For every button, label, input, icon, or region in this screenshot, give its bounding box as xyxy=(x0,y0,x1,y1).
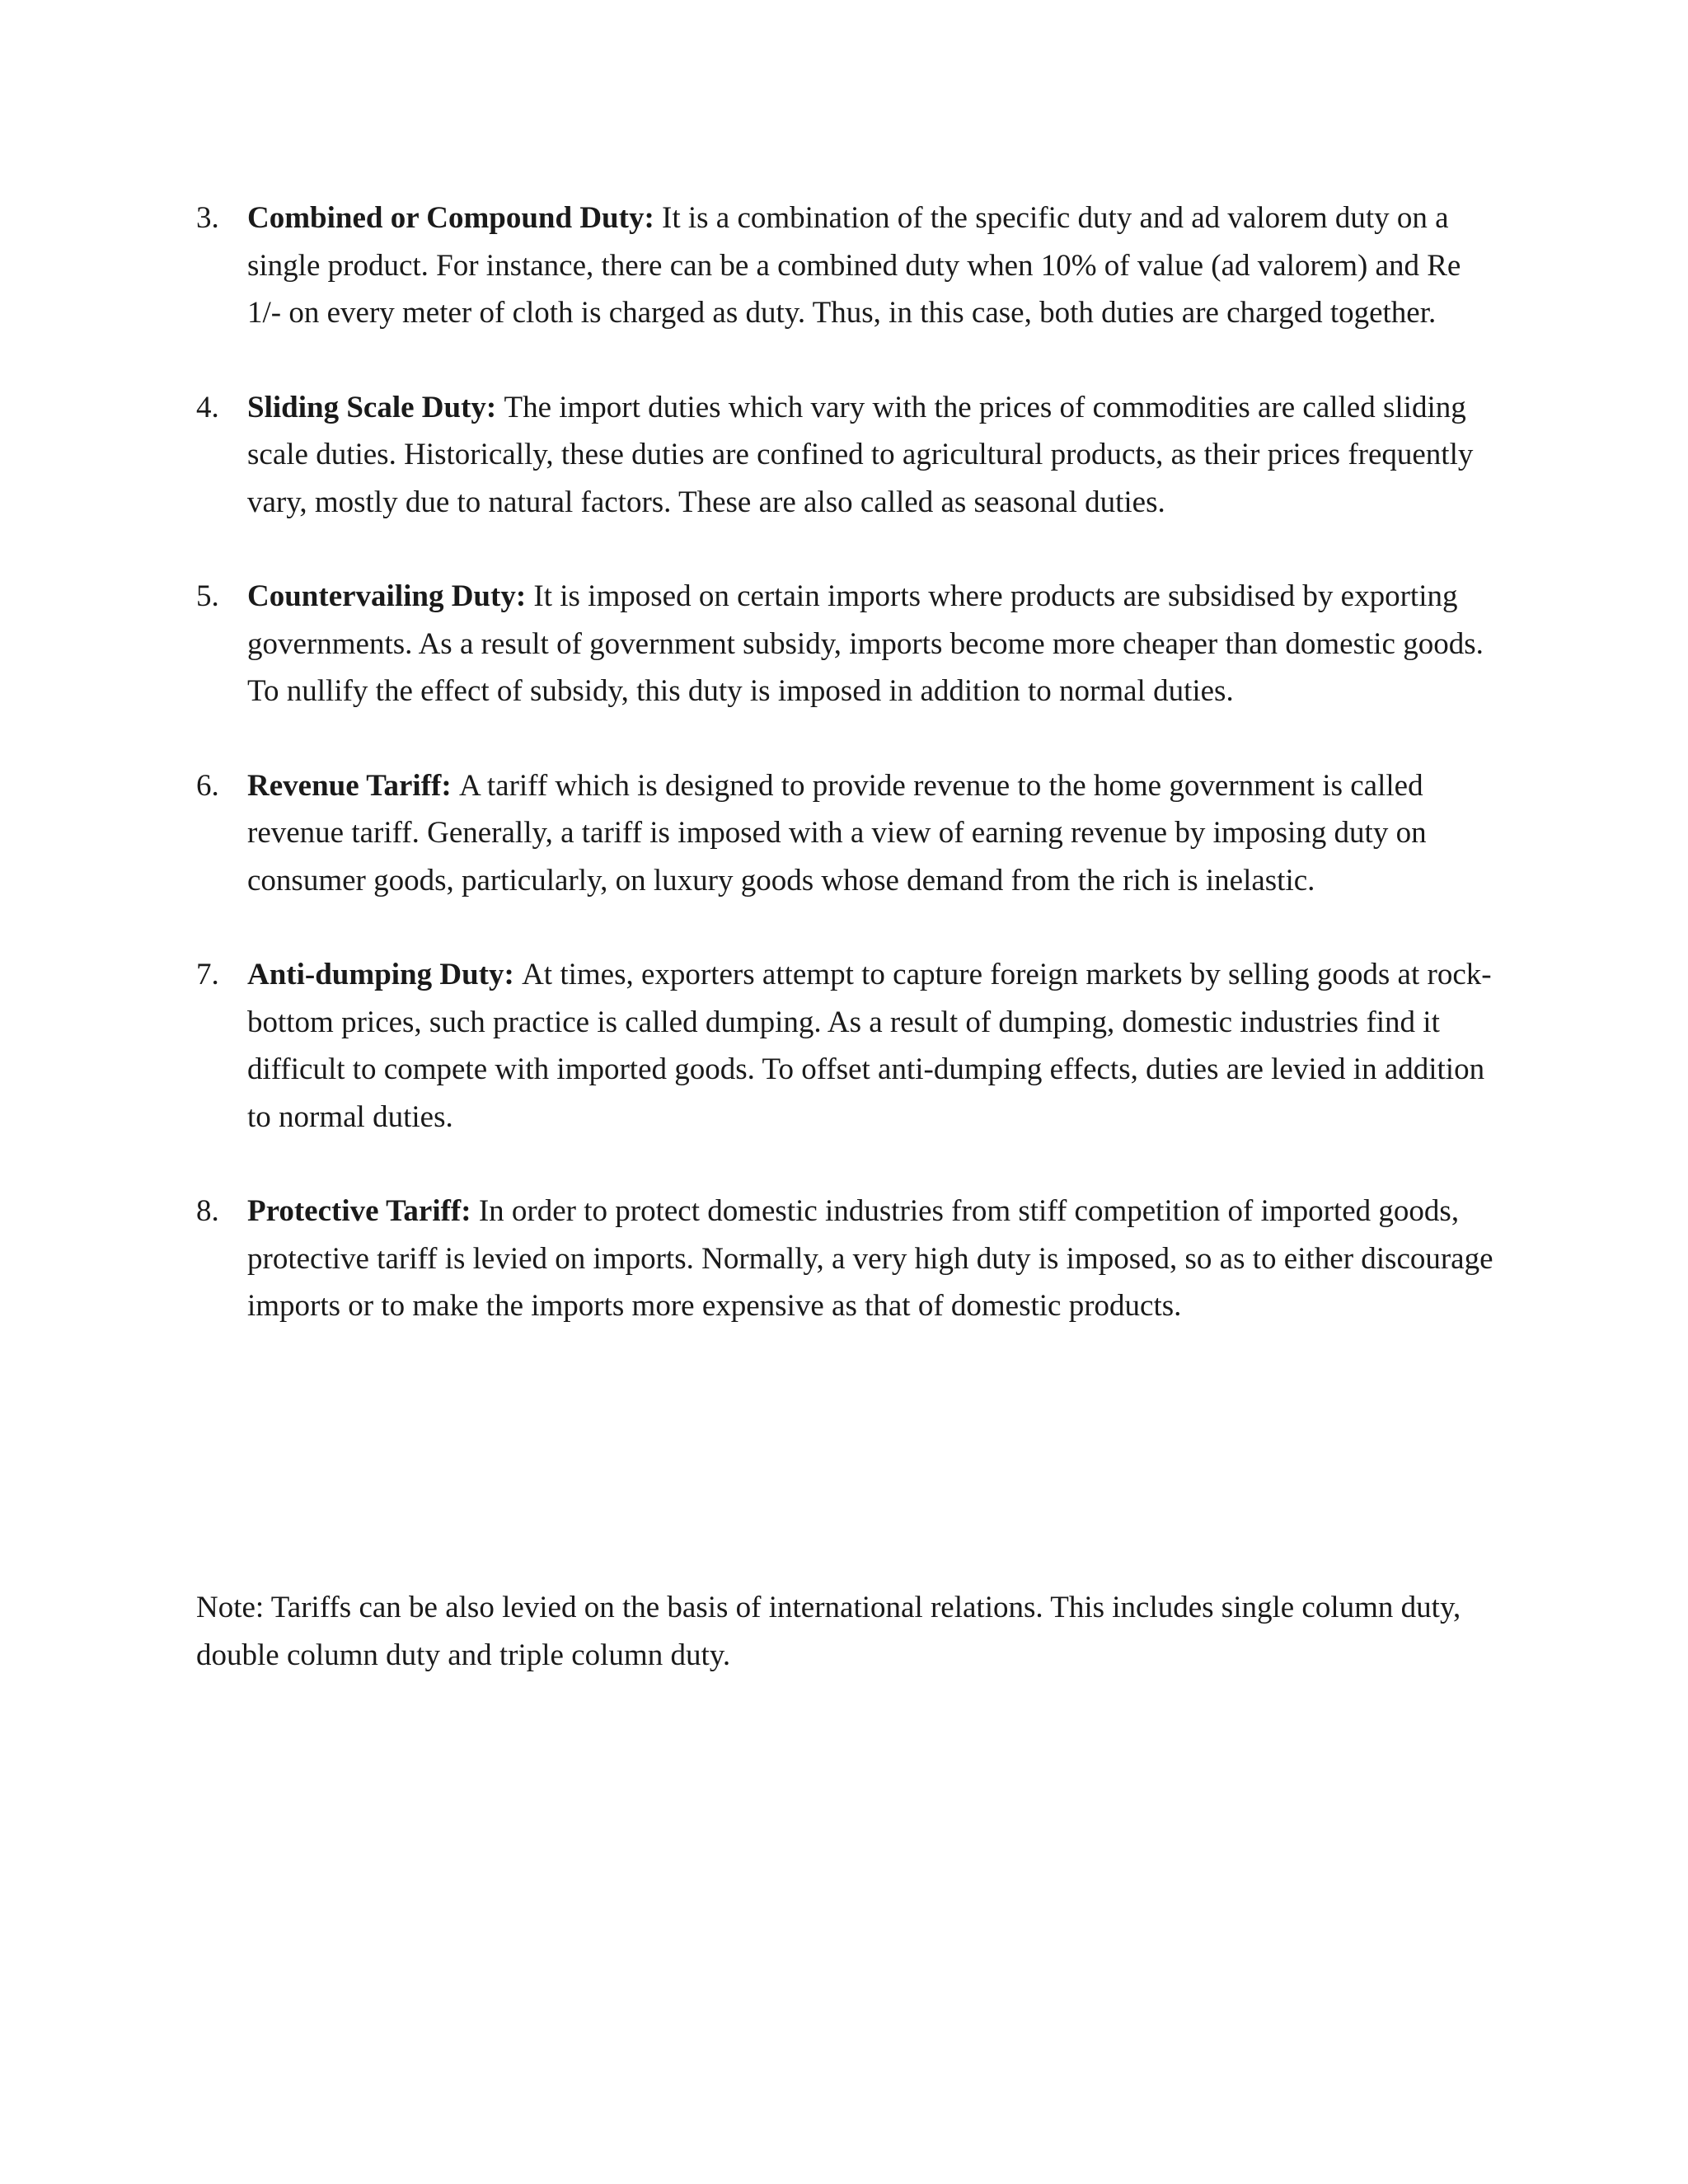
list-item-sliding-scale-duty xyxy=(196,384,1498,527)
tariff-type-list xyxy=(196,194,1498,1377)
item-text: It is imposed on certain imports where products are subsidised by exporting governments. As a result of government subsidy, imports become more cheaper than domestic goods. To nullify the effect of subsidy, this duty is imposed in addition to normal duties. xyxy=(247,579,1484,708)
item-text: At times, exporters attempt to capture foreign markets by selling goods at rock-bottom prices, such practice is called dumping. As a result of dumping, domestic industries find it difficult to compete with imported goods. To offset anti-dumping effects, duties are levied in addition to normal duties. xyxy=(247,958,1492,1134)
item-term: Countervailing Duty: xyxy=(247,579,534,613)
item-number: 4. xyxy=(196,390,219,424)
item-number: 7. xyxy=(196,958,219,991)
item-term: Anti-dumping Duty: xyxy=(247,958,523,991)
item-term: Combined or Compound Duty: xyxy=(247,201,663,235)
list-item-countervailing-duty xyxy=(196,573,1498,715)
item-term: Sliding Scale Duty: xyxy=(247,390,504,424)
list-item-revenue-tariff xyxy=(196,762,1498,905)
item-number: 6. xyxy=(196,768,219,803)
item-text: It is a combination of the specific duty and ad valorem duty on a single product. For instance, there can be a combined duty when 10% of value (ad valorem) and Re 1/- on every meter of cloth is charged as duty. Thus, in this case, both duties are charged together. xyxy=(247,201,1461,330)
note-paragraph: Note: Tariffs can be also levied on the basis of international relations. This includes single column duty, double column duty and triple column duty. xyxy=(196,1591,1461,1672)
item-term: Revenue Tariff: xyxy=(247,768,459,803)
list-item-anti-dumping-duty xyxy=(196,951,1498,1141)
item-text: In order to protect domestic industries from stiff competition of imported goods, protective tariff is levied on imports. Normally, a very high duty is imposed, so as to either discourage imports or to make the imports more expensive as that of domestic products. xyxy=(247,1194,1493,1323)
item-number: 8. xyxy=(196,1194,219,1228)
item-number: 5. xyxy=(196,579,219,613)
item-text: A tariff which is designed to provide revenue to the home government is called revenue tariff. Generally, a tariff is imposed with a view of earning revenue by imposing duty on consumer goods, particularly, on luxury goods whose demand from the rich is inelastic. xyxy=(247,768,1427,898)
list-item-combined-duty xyxy=(196,194,1498,337)
list-item-protective-tariff xyxy=(196,1188,1498,1330)
item-number: 3. xyxy=(196,201,219,235)
item-text: The import duties which vary with the prices of commodities are called sliding scale duties. Historically, these duties are confined to agricultural products, as their prices frequently vary, mostly due to natural factors. These are also called as seasonal duties. xyxy=(247,390,1474,519)
item-term: Protective Tariff: xyxy=(247,1194,479,1228)
